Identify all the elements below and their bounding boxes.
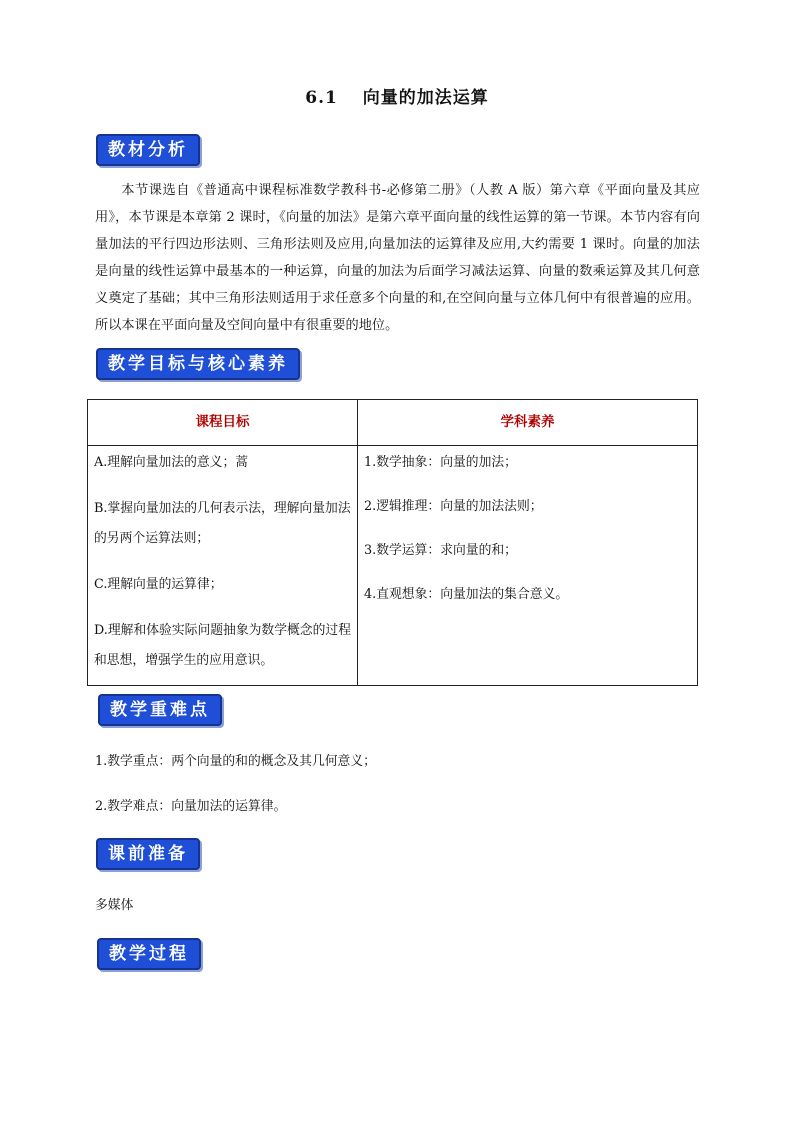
section-heading-goals: 教学目标与核心素养 <box>96 348 300 380</box>
literacy-item: 1.数学抽象：向量的加法； <box>364 455 517 470</box>
course-goal-item: B.掌握向量加法的几何表示法，理解向量加法的另两个运算法则； <box>94 501 351 546</box>
analysis-paragraph: 本节课选自《普通高中课程标准数学教科书-必修第二册》（人教 A 版）第六章《平面向量及其应用》，本节课是本章第 2 课时，《向量的加法》是第六章平面向量的线性运算的第一节课。本节内容有向量加法的平行四边形法则、三角形法则及应用,向量加法的运算律及应用,大约需要 1 课时。向量的加法是向量的线性运算中最基本的一种运算，向量的加法为后面学习减法运算、向量的数乘运算及其几何意义奠定了基础；其中三角形法则适用于求任意多个向量的和,在空间向量与立体几何中有很普遍的应用。所以本课在平面向量及空间向量中有很重要的地位。 <box>95 183 700 333</box>
course-goals-cell <box>94 448 352 692</box>
literacy-item: 2.逻辑推理：向量的加法法则； <box>364 499 543 514</box>
table-header-literacy: 学科素养 <box>500 414 555 430</box>
table-header-divider <box>88 445 697 446</box>
preparation-content: 多媒体 <box>95 898 134 913</box>
goals-table <box>87 399 698 686</box>
literacy-cell <box>364 448 692 624</box>
literacy-item: 4.直观想象：向量加法的集合意义。 <box>364 587 569 602</box>
section-heading-key-points: 教学重难点 <box>98 694 222 726</box>
section-heading-analysis: 教材分析 <box>96 134 200 166</box>
table-header-course-goals: 课程目标 <box>195 414 250 430</box>
course-goal-item: A.理解向量加法的意义；蒿 <box>94 455 249 470</box>
page-title: 6.1 向量的加法运算 <box>305 88 489 108</box>
section-heading-process: 教学过程 <box>97 938 201 970</box>
course-goal-item: D.理解和体验实际问题抽象为数学概念的过程和思想，增强学生的应用意识。 <box>94 623 352 668</box>
key-point-item: 2.教学难点：向量加法的运算律。 <box>95 799 287 814</box>
literacy-item: 3.数学运算：求向量的和； <box>364 543 517 558</box>
course-goal-item: C.理解向量的运算律； <box>94 577 223 592</box>
key-point-item: 1.教学重点：两个向量的和的概念及其几何意义； <box>95 754 376 769</box>
section-heading-preparation: 课前准备 <box>96 838 200 870</box>
